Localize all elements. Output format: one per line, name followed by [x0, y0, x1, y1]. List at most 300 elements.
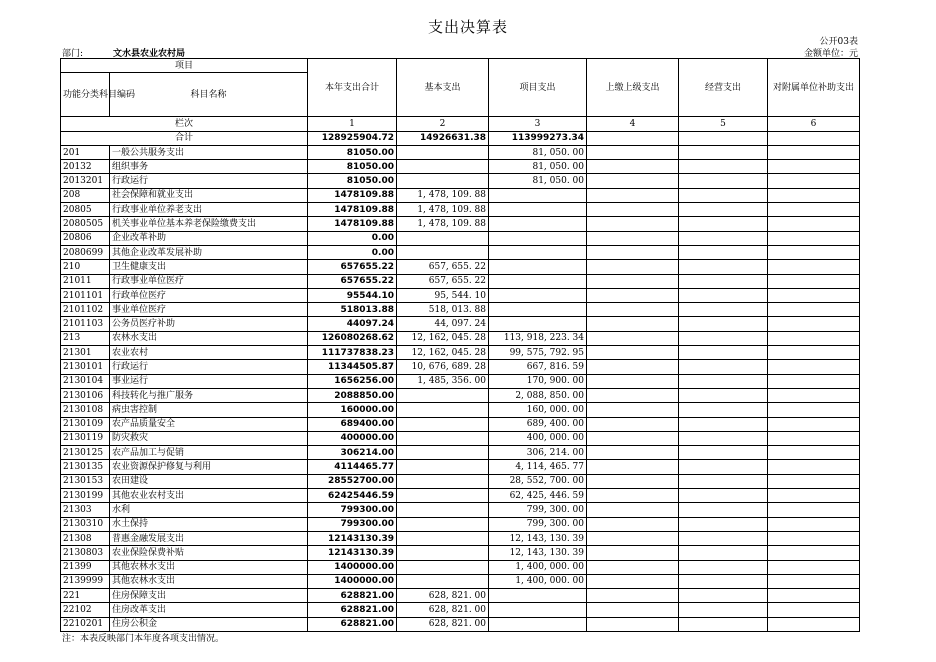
row-name: 防灾救灾 — [110, 431, 308, 445]
row-upward — [587, 346, 679, 360]
header-project: 项目支出 — [489, 59, 587, 117]
row-business — [679, 303, 768, 317]
table-row — [61, 160, 860, 174]
row-project — [489, 231, 587, 245]
row-business — [679, 403, 768, 417]
row-subsidy — [768, 531, 860, 545]
row-code: 22102 — [61, 603, 110, 617]
row-name: 一般公共服务支出 — [110, 145, 308, 159]
row-total: 81050.00 — [308, 174, 397, 188]
row-code: 2130153 — [61, 474, 110, 488]
row-upward — [587, 603, 679, 617]
row-upward — [587, 617, 679, 631]
row-name: 事业单位医疗 — [110, 303, 308, 317]
row-name: 其他农林水支出 — [110, 574, 308, 588]
row-total: 1478109.88 — [308, 217, 397, 231]
row-total: 1478109.88 — [308, 188, 397, 202]
row-code: 2130803 — [61, 546, 110, 560]
row-total: 657655.22 — [308, 274, 397, 288]
row-subsidy — [768, 446, 860, 460]
row-business — [679, 374, 768, 388]
row-basic — [397, 431, 489, 445]
row-total: 306214.00 — [308, 446, 397, 460]
row-business — [679, 560, 768, 574]
row-basic — [397, 531, 489, 545]
row-business — [679, 231, 768, 245]
row-project: 1, 400, 000. 00 — [489, 560, 587, 574]
row-total: 689400.00 — [308, 417, 397, 431]
sum-label: 合计 — [61, 131, 308, 145]
row-business — [679, 517, 768, 531]
row-subsidy — [768, 160, 860, 174]
row-basic: 10, 676, 689. 28 — [397, 360, 489, 374]
row-business — [679, 260, 768, 274]
row-code: 213 — [61, 331, 110, 345]
row-basic: 12, 162, 045. 28 — [397, 346, 489, 360]
header-total: 本年支出合计 — [308, 59, 397, 117]
header-subsidy: 对附属单位补助支出 — [768, 59, 860, 117]
row-code: 21301 — [61, 346, 110, 360]
table-row — [61, 403, 860, 417]
row-total: 1656256.00 — [308, 374, 397, 388]
row-business — [679, 546, 768, 560]
sum-basic: 14926631.38 — [397, 131, 489, 145]
row-basic: 628, 821. 00 — [397, 603, 489, 617]
sum-total: 128925904.72 — [308, 131, 397, 145]
table-row — [61, 303, 860, 317]
row-upward — [587, 303, 679, 317]
row-upward — [587, 560, 679, 574]
row-project — [489, 589, 587, 603]
row-business — [679, 360, 768, 374]
row-subsidy — [768, 460, 860, 474]
row-basic: 1, 478, 109. 88 — [397, 203, 489, 217]
row-upward — [587, 231, 679, 245]
row-business — [679, 417, 768, 431]
row-upward — [587, 260, 679, 274]
row-name: 住房公积金 — [110, 617, 308, 631]
row-total: 799300.00 — [308, 503, 397, 517]
row-project: 667, 816. 59 — [489, 360, 587, 374]
row-business — [679, 317, 768, 331]
row-subsidy — [768, 517, 860, 531]
row-code: 2130119 — [61, 431, 110, 445]
sum-business — [679, 131, 768, 145]
table-row — [61, 145, 860, 159]
row-total: 4114465.77 — [308, 460, 397, 474]
row-code: 20132 — [61, 160, 110, 174]
row-basic: 44, 097. 24 — [397, 317, 489, 331]
row-basic — [397, 245, 489, 259]
row-basic — [397, 174, 489, 188]
row-subsidy — [768, 174, 860, 188]
row-upward — [587, 174, 679, 188]
row-code: 21011 — [61, 274, 110, 288]
row-business — [679, 474, 768, 488]
department-name: 文水县农业农村局 — [113, 49, 186, 59]
row-code: 21399 — [61, 560, 110, 574]
row-business — [679, 503, 768, 517]
row-business — [679, 145, 768, 159]
row-subsidy — [768, 574, 860, 588]
row-upward — [587, 217, 679, 231]
row-name: 事业运行 — [110, 374, 308, 388]
row-upward — [587, 446, 679, 460]
row-subsidy — [768, 145, 860, 159]
table-row — [61, 360, 860, 374]
table-body — [61, 145, 860, 631]
row-business — [679, 603, 768, 617]
row-subsidy — [768, 317, 860, 331]
row-subsidy — [768, 260, 860, 274]
row-basic — [397, 574, 489, 588]
header-upward: 上缴上级支出 — [587, 59, 679, 117]
row-upward — [587, 188, 679, 202]
row-basic: 628, 821. 00 — [397, 617, 489, 631]
row-total: 111737838.23 — [308, 346, 397, 360]
table-row — [61, 331, 860, 345]
row-upward — [587, 160, 679, 174]
row-total: 126080268.62 — [308, 331, 397, 345]
row-name: 卫生健康支出 — [110, 260, 308, 274]
row-project: 12, 143, 130. 39 — [489, 546, 587, 560]
row-total: 160000.00 — [308, 403, 397, 417]
row-basic — [397, 231, 489, 245]
row-subsidy — [768, 560, 860, 574]
row-code: 21308 — [61, 531, 110, 545]
row-project: 4, 114, 465. 77 — [489, 460, 587, 474]
table-row — [61, 217, 860, 231]
row-project: 62, 425, 446. 59 — [489, 489, 587, 503]
row-basic — [397, 489, 489, 503]
row-business — [679, 574, 768, 588]
row-business — [679, 174, 768, 188]
row-total: 62425446.59 — [308, 489, 397, 503]
row-total: 12143130.39 — [308, 531, 397, 545]
row-business — [679, 331, 768, 345]
department-label: 部门: — [62, 49, 84, 59]
row-basic: 628, 821. 00 — [397, 589, 489, 603]
table-row — [61, 317, 860, 331]
row-basic: 1, 478, 109. 88 — [397, 217, 489, 231]
row-total: 2088850.00 — [308, 388, 397, 402]
row-project: 2, 088, 850. 00 — [489, 388, 587, 402]
row-subsidy — [768, 188, 860, 202]
table-row — [61, 589, 860, 603]
sum-upward — [587, 131, 679, 145]
row-name: 住房改革支出 — [110, 603, 308, 617]
row-business — [679, 617, 768, 631]
row-upward — [587, 331, 679, 345]
form-number: 公开03表 — [819, 37, 858, 47]
row-total: 44097.24 — [308, 317, 397, 331]
row-name: 水利 — [110, 503, 308, 517]
row-basic — [397, 460, 489, 474]
row-subsidy — [768, 489, 860, 503]
row-code: 2130199 — [61, 489, 110, 503]
table-row — [61, 374, 860, 388]
row-project — [489, 203, 587, 217]
row-code: 21303 — [61, 503, 110, 517]
row-subsidy — [768, 417, 860, 431]
row-total: 81050.00 — [308, 145, 397, 159]
row-code: 2013201 — [61, 174, 110, 188]
row-code: 210 — [61, 260, 110, 274]
row-basic — [397, 503, 489, 517]
col-num: 4 — [587, 117, 679, 131]
table-row — [61, 603, 860, 617]
row-subsidy — [768, 331, 860, 345]
row-upward — [587, 517, 679, 531]
table-row — [61, 274, 860, 288]
row-code: 2101101 — [61, 288, 110, 302]
header-col-order: 栏次 — [61, 117, 308, 131]
row-upward — [587, 474, 679, 488]
row-basic — [397, 546, 489, 560]
row-code: 2139999 — [61, 574, 110, 588]
row-upward — [587, 531, 679, 545]
footnote: 注：本表反映部门本年度各项支出情况。 — [62, 634, 225, 644]
table-row — [61, 417, 860, 431]
row-name: 农业农村 — [110, 346, 308, 360]
row-project — [489, 303, 587, 317]
row-basic: 657, 655. 22 — [397, 260, 489, 274]
row-subsidy — [768, 388, 860, 402]
row-project — [489, 260, 587, 274]
table-row — [61, 617, 860, 631]
row-code: 2130101 — [61, 360, 110, 374]
header-item: 项目 — [61, 59, 308, 73]
row-basic: 95, 544. 10 — [397, 288, 489, 302]
row-total: 11344505.87 — [308, 360, 397, 374]
row-name: 其他农林水支出 — [110, 560, 308, 574]
row-upward — [587, 145, 679, 159]
row-business — [679, 446, 768, 460]
row-project: 170, 900. 00 — [489, 374, 587, 388]
table-row — [61, 260, 860, 274]
row-business — [679, 274, 768, 288]
row-project: 1, 400, 000. 00 — [489, 574, 587, 588]
row-project: 160, 000. 00 — [489, 403, 587, 417]
row-subsidy — [768, 360, 860, 374]
row-business — [679, 188, 768, 202]
row-basic: 518, 013. 88 — [397, 303, 489, 317]
col-num: 1 — [308, 117, 397, 131]
row-name: 农产品加工与促销 — [110, 446, 308, 460]
row-project: 306, 214. 00 — [489, 446, 587, 460]
row-code: 2101103 — [61, 317, 110, 331]
row-subsidy — [768, 474, 860, 488]
row-upward — [587, 574, 679, 588]
row-basic — [397, 417, 489, 431]
row-project: 81, 050. 00 — [489, 174, 587, 188]
table-row — [61, 460, 860, 474]
row-code: 2130135 — [61, 460, 110, 474]
row-basic — [397, 145, 489, 159]
row-upward — [587, 403, 679, 417]
row-upward — [587, 460, 679, 474]
row-name: 行政事业单位医疗 — [110, 274, 308, 288]
col-num: 5 — [679, 117, 768, 131]
row-project: 28, 552, 700. 00 — [489, 474, 587, 488]
row-basic — [397, 403, 489, 417]
report-title: 支出决算表 — [427, 18, 508, 36]
row-name: 企业改革补助 — [110, 231, 308, 245]
row-name: 普惠金融发展支出 — [110, 531, 308, 545]
table-row — [61, 346, 860, 360]
row-total: 12143130.39 — [308, 546, 397, 560]
row-total: 400000.00 — [308, 431, 397, 445]
row-code: 2210201 — [61, 617, 110, 631]
row-subsidy — [768, 503, 860, 517]
row-upward — [587, 203, 679, 217]
row-project: 799, 300. 00 — [489, 517, 587, 531]
row-name: 行政运行 — [110, 360, 308, 374]
row-upward — [587, 288, 679, 302]
table-row — [61, 531, 860, 545]
row-project — [489, 217, 587, 231]
row-project: 81, 050. 00 — [489, 145, 587, 159]
row-subsidy — [768, 245, 860, 259]
row-name: 行政单位医疗 — [110, 288, 308, 302]
expenditure-table — [60, 58, 860, 632]
row-business — [679, 489, 768, 503]
row-upward — [587, 417, 679, 431]
row-code: 2130125 — [61, 446, 110, 460]
row-business — [679, 160, 768, 174]
row-name: 农田建设 — [110, 474, 308, 488]
row-name: 农产品质量安全 — [110, 417, 308, 431]
row-code: 20806 — [61, 231, 110, 245]
row-upward — [587, 388, 679, 402]
row-upward — [587, 374, 679, 388]
row-total: 628821.00 — [308, 603, 397, 617]
table-row — [61, 245, 860, 259]
row-total: 0.00 — [308, 231, 397, 245]
row-subsidy — [768, 203, 860, 217]
row-name: 其他农业农村支出 — [110, 489, 308, 503]
row-code: 2130109 — [61, 417, 110, 431]
row-basic — [397, 388, 489, 402]
row-project — [489, 274, 587, 288]
row-total: 81050.00 — [308, 160, 397, 174]
row-total: 95544.10 — [308, 288, 397, 302]
row-basic — [397, 560, 489, 574]
table-row — [61, 431, 860, 445]
row-business — [679, 460, 768, 474]
row-subsidy — [768, 217, 860, 231]
row-project — [489, 188, 587, 202]
row-upward — [587, 317, 679, 331]
row-code: 2101102 — [61, 303, 110, 317]
row-business — [679, 531, 768, 545]
row-code: 2130106 — [61, 388, 110, 402]
row-project: 400, 000. 00 — [489, 431, 587, 445]
row-name: 住房保障支出 — [110, 589, 308, 603]
row-basic: 12, 162, 045. 28 — [397, 331, 489, 345]
row-total: 799300.00 — [308, 517, 397, 531]
row-subsidy — [768, 374, 860, 388]
row-business — [679, 288, 768, 302]
row-subsidy — [768, 288, 860, 302]
table-row — [61, 503, 860, 517]
table-row — [61, 203, 860, 217]
row-upward — [587, 589, 679, 603]
row-upward — [587, 360, 679, 374]
row-code: 2080505 — [61, 217, 110, 231]
row-project: 799, 300. 00 — [489, 503, 587, 517]
row-total: 628821.00 — [308, 589, 397, 603]
row-code: 2130108 — [61, 403, 110, 417]
row-upward — [587, 274, 679, 288]
row-name: 其他企业改革发展补助 — [110, 245, 308, 259]
table-row — [61, 388, 860, 402]
row-total: 628821.00 — [308, 617, 397, 631]
row-business — [679, 388, 768, 402]
header-func-code: 功能分类科目编码 — [61, 73, 110, 117]
row-subsidy — [768, 431, 860, 445]
row-basic: 1, 478, 109. 88 — [397, 188, 489, 202]
row-project — [489, 245, 587, 259]
row-total: 28552700.00 — [308, 474, 397, 488]
row-code: 201 — [61, 145, 110, 159]
header-basic: 基本支出 — [397, 59, 489, 117]
table-row — [61, 231, 860, 245]
row-basic — [397, 160, 489, 174]
row-subsidy — [768, 303, 860, 317]
row-project: 113, 918, 223. 34 — [489, 331, 587, 345]
row-basic: 1, 485, 356. 00 — [397, 374, 489, 388]
sum-subsidy — [768, 131, 860, 145]
table-row — [61, 174, 860, 188]
row-business — [679, 431, 768, 445]
row-name: 病虫害控制 — [110, 403, 308, 417]
row-total: 1478109.88 — [308, 203, 397, 217]
row-code: 221 — [61, 589, 110, 603]
row-basic: 657, 655. 22 — [397, 274, 489, 288]
row-code: 2130104 — [61, 374, 110, 388]
row-subsidy — [768, 274, 860, 288]
row-total: 657655.22 — [308, 260, 397, 274]
table-row — [61, 546, 860, 560]
row-name: 水土保持 — [110, 517, 308, 531]
sum-row — [61, 131, 860, 145]
row-business — [679, 346, 768, 360]
table-row — [61, 574, 860, 588]
col-num: 2 — [397, 117, 489, 131]
row-project — [489, 317, 587, 331]
table-row — [61, 446, 860, 460]
row-project: 689, 400. 00 — [489, 417, 587, 431]
row-subsidy — [768, 546, 860, 560]
row-name: 社会保障和就业支出 — [110, 188, 308, 202]
row-name: 农业保险保费补贴 — [110, 546, 308, 560]
row-code: 2130310 — [61, 517, 110, 531]
row-total: 1400000.00 — [308, 560, 397, 574]
row-business — [679, 203, 768, 217]
row-name: 农业资源保护修复与利用 — [110, 460, 308, 474]
col-num: 3 — [489, 117, 587, 131]
row-project: 81, 050. 00 — [489, 160, 587, 174]
row-code: 2080699 — [61, 245, 110, 259]
table-row — [61, 560, 860, 574]
col-num: 6 — [768, 117, 860, 131]
table-row — [61, 288, 860, 302]
table-row — [61, 474, 860, 488]
table-row — [61, 188, 860, 202]
row-name: 组织事务 — [110, 160, 308, 174]
row-subsidy — [768, 231, 860, 245]
